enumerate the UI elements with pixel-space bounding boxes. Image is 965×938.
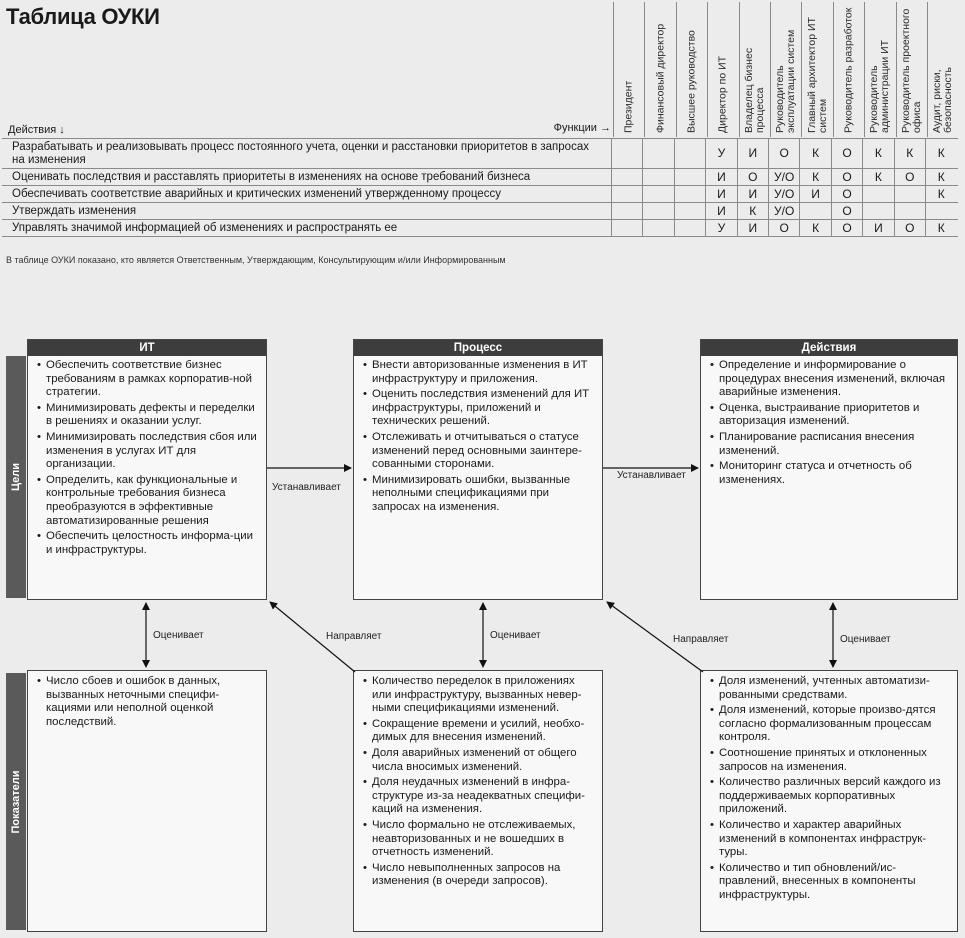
raci-cell: О (894, 169, 925, 185)
it-goal-item: • Обеспечить целостность информа-ции и инфраструктуры. (46, 530, 260, 557)
raci-cell: К (799, 139, 830, 168)
action-metric-item: • Доля изменений, учтенных автоматизи-рованными средствами. (719, 675, 951, 702)
action-goal-item: • Оценка, выстраивание приоритетов и авторизация изменений. (719, 402, 951, 429)
raci-column-label: Высшее руководство (685, 30, 698, 133)
raci-column-label: Руководитель разработок (842, 7, 855, 133)
raci-cell: У/О (768, 169, 799, 185)
raci-cell: К (737, 203, 768, 219)
action-metric-item: • Количество и характер аварийных изменений в компонентах инфраструк-туры. (719, 819, 951, 860)
metrics-side-label: Показатели (6, 673, 26, 930)
raci-cell: О (831, 220, 862, 236)
process-metric-item: • Количество переделок в приложениях или инфраструктуру, вызванных невер-ными спецификациями изменений. (372, 675, 596, 716)
raci-action-label: Управлять значимой информацией об изменениях и распространять ее (12, 222, 398, 234)
raci-cell: У/О (768, 186, 799, 202)
raci-column-label: Президент (622, 80, 635, 133)
raci-cell: О (768, 139, 799, 168)
raci-cell: И (799, 186, 830, 202)
evaluates-label-1: Оценивает (153, 630, 204, 641)
action-metric-item: • Количество и тип обновлений/ис-правлений, внесенных в компоненты инфраструктуры. (719, 862, 951, 903)
raci-cell: О (831, 169, 862, 185)
process-goal-item: • Внести авторизованные изменения в ИТ инфраструктуру и приложения. (372, 359, 596, 386)
actions-goals-title: Действия (701, 340, 957, 356)
raci-column-label: Руководитель администрации ИТ (868, 39, 892, 133)
raci-action-label: Разрабатывать и реализовывать процесс постоянного учета, оценки и расстановки приоритетов в запросах на изменения (12, 141, 589, 166)
raci-column-label: Руководитель эксплуатации систем (774, 29, 798, 133)
raci-cell: И (862, 220, 893, 236)
it-goals-title: ИТ (28, 340, 266, 356)
action-metric-item: • Количество различных версий каждого из поддерживаемых корпоративных приложений. (719, 776, 951, 817)
raci-cell: О (831, 203, 862, 219)
process-metric-item: • Сокращение времени и усилий, необхо-димых для внесения изменений. (372, 718, 596, 745)
action-metric-item: • Соотношение принятых и отклоненных запросов на изменения. (719, 747, 951, 774)
raci-cell: О (894, 220, 925, 236)
directs-label-2: Направляет (673, 634, 729, 645)
raci-cell: И (705, 169, 736, 185)
raci-cell: У (705, 139, 736, 168)
process-goals-title: Процесс (354, 340, 602, 356)
raci-cell: И (737, 139, 768, 168)
raci-cell: У (705, 220, 736, 236)
it-goal-item: • Определить, как функциональные и контрольные требования бизнеса преобразуются в эффективные автоматизированные решения (46, 474, 260, 528)
raci-cell: И (737, 186, 768, 202)
it-goal-item: • Минимизировать дефекты и переделки в решениях и оказании услуг. (46, 402, 260, 429)
it-goal-item: • Обеспечить соответствие бизнес требованиям в рамках корпоратив-ной стратегии. (46, 359, 260, 400)
raci-cell: О (768, 220, 799, 236)
it-metric-item: • Число сбоев и ошибок в данных, вызванных неточными специфи-кациями или неполной оценкой последствий. (46, 675, 260, 729)
raci-column-label: Руководитель проектного офиса (899, 8, 923, 133)
process-metric-item: • Доля аварийных изменений от общего числа вносимых изменений. (372, 747, 596, 774)
action-metric-item: • Доля изменений, которые произво-дятся согласно формализованным процессам контроля. (719, 704, 951, 745)
process-metric-item: • Число невыполненных запросов на изменения (в очереди запросов). (372, 862, 596, 889)
raci-action-label: Оценивать последствия и расставлять приоритеты в изменениях на основе требований бизнеса (12, 171, 531, 183)
raci-cell: К (894, 139, 925, 168)
process-goal-item: • Оценить последствия изменений для ИТ инфраструктуры, приложений и технических решений. (372, 388, 596, 429)
it-goal-item: • Минимизировать последствия сбоя или изменения в услугах ИТ для организации. (46, 431, 260, 472)
raci-cell: К (925, 169, 956, 185)
directs-label-1: Направляет (326, 631, 382, 642)
raci-cell: К (925, 186, 956, 202)
sets-label-1: Устанавливает (272, 482, 341, 493)
process-metric-item: • Доля неудачных изменений в инфра-структуре из-за неадекватных специфи-каций на изменения. (372, 776, 596, 817)
page-title: Таблица ОУКИ (6, 4, 160, 29)
raci-cell: И (705, 203, 736, 219)
raci-cell: У/О (768, 203, 799, 219)
action-goal-item: • Определение и информирование о процедурах внесения изменений, включая аварийные изменения. (719, 359, 951, 400)
raci-cell: И (737, 220, 768, 236)
raci-cell: К (799, 169, 830, 185)
raci-cell: О (737, 169, 768, 185)
raci-note: В таблице ОУКИ показано, кто является Ответственным, Утверждающим, Консультирующим и/или Информированным (6, 255, 506, 265)
raci-cell: И (705, 186, 736, 202)
raci-cell: О (831, 186, 862, 202)
raci-column-label: Главный архитектор ИТ систем (805, 17, 829, 133)
raci-cell: К (862, 169, 893, 185)
functions-label: Функции → (553, 122, 611, 134)
raci-cell: К (799, 220, 830, 236)
raci-column-label: Финансовый директор (654, 23, 667, 133)
raci-cell: К (862, 139, 893, 168)
raci-action-label: Обеспечивать соответствие аварийных и критических изменений утвержденному процессу (12, 188, 501, 200)
raci-column-label: Директор по ИТ (716, 55, 729, 133)
goals-side-label: Цели (6, 356, 26, 598)
process-goal-item: • Отслеживать и отчитываться о статусе изменений перед основными заинтере-сованными сторонами. (372, 431, 596, 472)
evaluates-label-2: Оценивает (490, 630, 541, 641)
action-goal-item: • Мониторинг статуса и отчетность об изменениях. (719, 460, 951, 487)
evaluates-label-3: Оценивает (840, 634, 891, 645)
process-metric-item: • Число формально не отслеживаемых, неавторизованных и не вошедших в отчетность изменений. (372, 819, 596, 860)
raci-column-label: Владелец бизнес процесса (742, 47, 766, 133)
process-goal-item: • Минимизировать ошибки, вызванные неполными спецификациями при запросах на изменения. (372, 474, 596, 515)
sets-label-2: Устанавливает (617, 470, 686, 481)
raci-cell: К (925, 220, 956, 236)
raci-cell: О (831, 139, 862, 168)
raci-cell: К (925, 139, 956, 168)
actions-label: Действия ↓ (8, 124, 65, 136)
raci-column-label: Аудит, риски, безопасность (931, 67, 955, 133)
raci-action-label: Утверждать изменения (12, 205, 137, 217)
action-goal-item: • Планирование расписания внесения изменений. (719, 431, 951, 458)
